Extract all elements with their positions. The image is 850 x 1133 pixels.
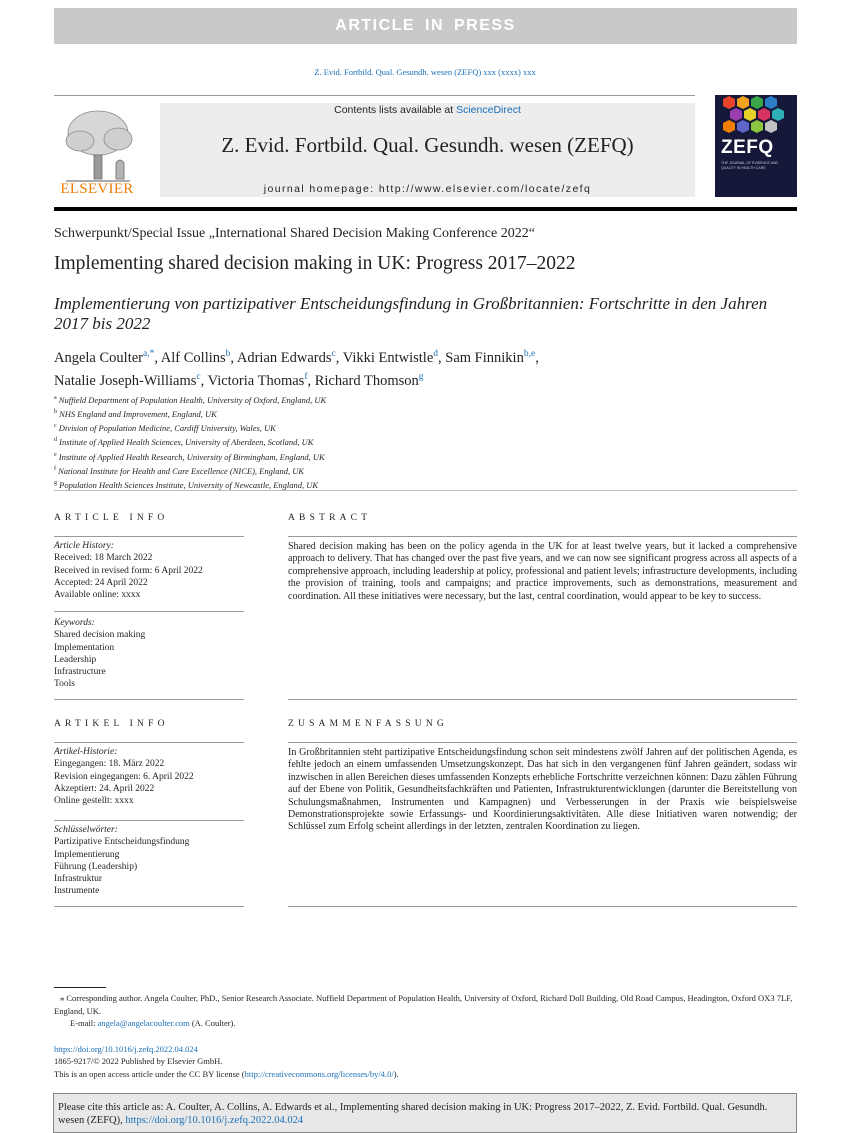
journal-homepage-link[interactable]: journal homepage: http://www.elsevier.com/locate/zefq bbox=[263, 183, 592, 195]
abstract-heading: ABSTRACT bbox=[288, 513, 372, 523]
footnote-marker: ⁎ bbox=[60, 993, 65, 1003]
schluesselwort: Partizipative Entscheidungsfindung bbox=[54, 837, 190, 848]
author[interactable]: Natalie Joseph-Williams$^c$ bbox=[54, 371, 201, 389]
author[interactable]: Alf Collins$^b$ bbox=[160, 349, 231, 366]
doi-block bbox=[54, 1043, 797, 1080]
historie-revision: Revision eingegangen: 6. April 2022 bbox=[54, 771, 194, 782]
article-info-rule bbox=[54, 536, 244, 537]
cite-doi-link[interactable]: https://doi.org/10.1016/j.zefq.2022.04.024 bbox=[125, 1115, 304, 1126]
keyword: Leadership bbox=[54, 654, 97, 665]
masthead-bottom-rule bbox=[54, 207, 797, 211]
historie-eingegangen: Eingegangen: 18. März 2022 bbox=[54, 759, 165, 770]
schluesselwoerter-rule bbox=[54, 820, 244, 821]
affiliation: $^e$ Institute of Applied Health Research, University of Birmingham, England, UK bbox=[54, 451, 325, 462]
special-issue-label: Schwerpunkt/Special Issue „International Shared Decision Making Conference 2022“ bbox=[54, 226, 535, 241]
zusammenfassung-bottom-rule bbox=[288, 906, 797, 907]
history-revised: Received in revised form: 6 April 2022 bbox=[54, 565, 203, 576]
zusammenfassung-rule bbox=[288, 742, 797, 743]
author-affiliation-marker[interactable]: g bbox=[418, 371, 424, 382]
keywords-label: Keywords: bbox=[54, 618, 95, 628]
zusammenfassung-heading: ZUSAMMENFASSUNG bbox=[288, 719, 448, 729]
issn-copyright: 1865-9217/© 2022 Published by Elsevier GmbH. bbox=[54, 1056, 223, 1067]
affiliation: $^d$ Institute of Applied Health Sciences, University of Aberdeen, Scotland, UK bbox=[54, 437, 314, 448]
affiliation: $^c$ Division of Population Medicine, Cardiff University, Wales, UK bbox=[54, 423, 276, 434]
license-prefix: This is an open access article under the CC BY license ( bbox=[54, 1068, 245, 1079]
cite-this-article-box bbox=[53, 1093, 797, 1133]
keywords-block bbox=[54, 617, 244, 691]
author-affiliation-marker[interactable]: f bbox=[304, 371, 308, 382]
masthead-top-rule bbox=[54, 95, 695, 96]
journal-cover-image bbox=[715, 95, 797, 197]
top-citation-link[interactable]: Z. Evid. Fortbild. Qual. Gesundh. wesen (ZEFQ) xxx (xxxx) xxx bbox=[314, 67, 536, 77]
schluesselwort: Instrumente bbox=[54, 886, 100, 897]
affiliation-rule bbox=[54, 490, 797, 491]
email-label: E-mail: bbox=[70, 1018, 98, 1029]
historie-akzeptiert: Akzeptiert: 24. April 2022 bbox=[54, 783, 155, 794]
schluesselwoerter-block bbox=[54, 824, 244, 898]
contents-prefix: Contents lists available at bbox=[334, 104, 457, 116]
article-info-heading: ARTICLE INFO bbox=[54, 513, 169, 523]
author[interactable]: Richard Thomson$^g$ bbox=[314, 371, 424, 389]
article-title-de: Implementierung von partizipativer Entscheidungsfindung in Großbritannien: Fortschritte in den Jahren 2017 bis 2022 bbox=[54, 294, 768, 333]
history-received: Received: 18 March 2022 bbox=[54, 553, 153, 564]
author[interactable]: Vikki Entwistle$^d$ bbox=[342, 349, 439, 366]
artikel-info-rule bbox=[54, 742, 244, 743]
cover-title: ZEFQ bbox=[721, 137, 774, 158]
keyword: Shared decision making bbox=[54, 630, 146, 641]
journal-title: Z. Evid. Fortbild. Qual. Gesundh. wesen (ZEFQ) bbox=[221, 133, 634, 157]
author[interactable]: Adrian Edwards$^c$ bbox=[236, 349, 336, 366]
author-list: Angela Coulter$^{a,*}$, Alf Collins$^b$, Adrian Edwards$^c$, Vikki Entwistle$^d$, Sam Finnikin$^{b,e}$, Natalie Joseph-Williams$^c$, Victoria Thomas$^f$, Richard Thomson$^g$ bbox=[54, 349, 539, 389]
license-link[interactable]: http://creativecommons.org/licenses/by/4.0/ bbox=[244, 1068, 394, 1079]
artikel-info-heading: ARTIKEL INFO bbox=[54, 719, 169, 729]
author-affiliation-marker[interactable]: c bbox=[196, 371, 201, 382]
affiliation: $^b$ NHS England and Improvement, England, UK bbox=[54, 408, 217, 419]
article-history bbox=[54, 540, 244, 601]
author[interactable]: Sam Finnikin$^{b,e}$ bbox=[445, 349, 536, 366]
abstract-bottom-rule bbox=[288, 699, 797, 700]
cover-subtitle: THE JOURNAL OF EVIDENCE AND QUALITY IN HEALTH CARE bbox=[721, 161, 779, 170]
historie-label: Artikel-Historie: bbox=[54, 747, 118, 757]
author-affiliation-marker[interactable]: a,* bbox=[143, 349, 155, 359]
author-affiliation-marker[interactable]: d bbox=[433, 349, 439, 359]
artikel-info-bottom-rule bbox=[54, 906, 244, 907]
corresponding-author-footnote bbox=[54, 992, 797, 1030]
affiliation: $^a$ Nuffield Department of Population Health, University of Oxford, England, UK bbox=[54, 394, 327, 405]
zusammenfassung-text: In Großbritannien steht partizipative Entscheidungsfindung schon seit mindestens zwölf Jahren auf der politischen Agenda, es fehlte jedoch an einem umfassenden Umsetzungskonzept. Das hat sich in den vergangenen fünf Jahren geändert, sodass wir inzwischen in allen Bereichen dieses umfassenden Konzepts erhebliche Fortschritte verzeichnen können: Dazu zählen Führung auf der Ebene von Politik, Gesundheitsfachkräften und Patienten, Infrastrukturentwicklungen (darunter die Bereitstellung von Schulungsmaßnahmen, Instrumenten und Kampagnen) und Verbesserungen in der Praxis wie beispielsweise Demonstrationsprojekte sowie Erfassungs- und Koordinierungsaktivitäten. Alle diese Initiativen waren notwendig; der Schlüssel zum Erfolg scheint allerdings in der letzten, zentralen Koordination zu liegen. bbox=[288, 747, 797, 833]
author[interactable]: Angela Coulter$^{a,*}$ bbox=[54, 349, 155, 366]
artikel-historie bbox=[54, 746, 244, 807]
schluesselwort: Implementierung bbox=[54, 849, 120, 860]
historie-online: Online gestellt: xxxx bbox=[54, 796, 134, 807]
history-label: Article History: bbox=[54, 541, 114, 551]
author[interactable]: Victoria Thomas$^f$ bbox=[207, 371, 308, 389]
keyword: Implementation bbox=[54, 642, 115, 653]
article-in-press-banner: ARTICLE IN PRESS bbox=[54, 8, 797, 44]
elsevier-wordmark: ELSEVIER bbox=[60, 181, 134, 197]
keyword: Tools bbox=[54, 679, 75, 690]
license-suffix: ). bbox=[393, 1068, 399, 1079]
article-info-bottom-rule bbox=[54, 699, 244, 700]
schluesselwort: Infrastruktur bbox=[54, 874, 103, 885]
keyword: Infrastructure bbox=[54, 667, 106, 678]
author-affiliation-marker[interactable]: c bbox=[331, 349, 336, 359]
footnote-text: Corresponding author. Angela Coulter, PhD., Senior Research Associate. Nuffield Department of Population Health, University of Oxford, Richard Doll Building, Old Road Campus, Headington, Oxford OX3 7LF, England, UK. bbox=[54, 993, 793, 1016]
cover-hexagon-pattern bbox=[715, 95, 797, 139]
article-title-en: Implementing shared decision making in UK: Progress 2017–2022 bbox=[54, 253, 576, 274]
keywords-rule bbox=[54, 611, 244, 612]
footnote-rule bbox=[54, 987, 106, 988]
author-affiliation-marker[interactable]: b,e bbox=[523, 349, 536, 359]
schluesselwort: Führung (Leadership) bbox=[54, 861, 138, 872]
sciencedirect-link[interactable]: ScienceDirect bbox=[456, 104, 521, 116]
cite-text: Please cite this article as: A. Coulter, A. Collins, A. Edwards et al., Implementing shared decision making in UK: Progress 2017–2022, Z. Evid. Fortbild. Qual. Gesundh. wesen (ZEFQ), bbox=[58, 1102, 768, 1126]
email-link[interactable]: angela@angelacoulter.com bbox=[97, 1018, 190, 1029]
schluesselwoerter-label: Schlüsselwörter: bbox=[54, 825, 118, 835]
email-suffix: (A. Coulter). bbox=[189, 1018, 236, 1029]
history-online: Available online: xxxx bbox=[54, 590, 141, 601]
affiliation: $^g$ Population Health Sciences Institute, University of Newcastle, England, UK bbox=[54, 479, 319, 490]
contents-line bbox=[160, 104, 695, 116]
history-accepted: Accepted: 24 April 2022 bbox=[54, 577, 148, 588]
abstract-text: Shared decision making has been on the policy agenda in the UK for at least twelve years, but it lacked a comprehensive approach to delivery. That has changed over the past five years, and we can now see significant progress across all aspects of a comprehensive approach, including leadership at policy, professional and patient levels; infrastructure developments, including the provision of training, tools and campaigns; and practice improvements, such as demonstrations, measurement and coordination. All these initiatives were necessary, but the last, central coordination, would appear to be key to success. bbox=[288, 541, 797, 602]
author-affiliation-marker[interactable]: b bbox=[225, 349, 231, 359]
affiliation: $^f$ National Institute for Health and Care Excellence (NICE), England, UK bbox=[54, 465, 305, 476]
abstract-rule bbox=[288, 536, 797, 537]
doi-link[interactable]: https://doi.org/10.1016/j.zefq.2022.04.024 bbox=[54, 1044, 198, 1054]
affiliation-list bbox=[54, 392, 797, 491]
